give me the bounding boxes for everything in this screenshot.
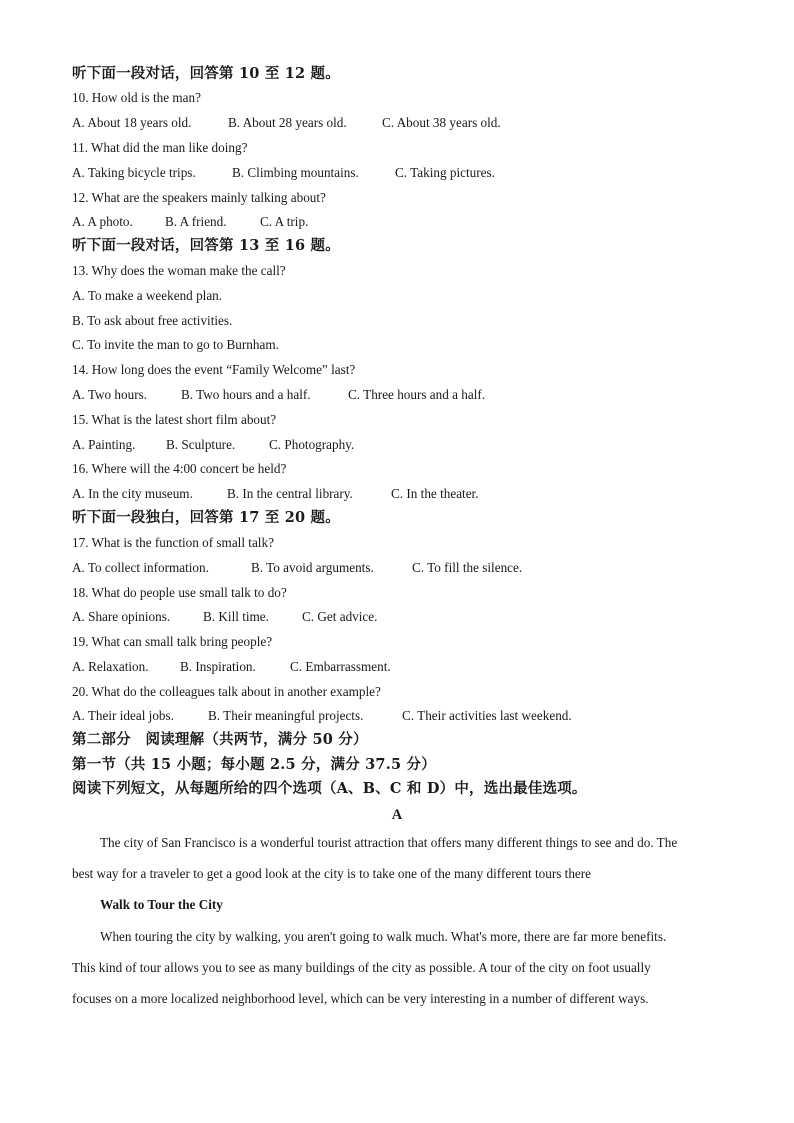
option-b: B. In the central library. <box>227 486 353 501</box>
option-c: C. Their activities last weekend. <box>402 708 572 723</box>
question-19: 19. What can small talk bring people? <box>72 634 273 649</box>
options-15 <box>72 437 355 453</box>
options-17 <box>72 560 523 576</box>
question-11: 11. What did the man like doing? <box>72 140 248 155</box>
section-heading: 听下面一段独白，回答第 17 至 20 题。 <box>72 509 340 526</box>
passage-line: focuses on a more localized neighborhood level, which can be very interesting in a number of different ways. <box>72 991 649 1006</box>
passage-line: The city of San Francisco is a wonderful tourist attraction that offers many different things to see and do. The <box>100 835 678 850</box>
passage-line: best way for a traveler to get a good look at the city is to take one of the many different tours there <box>72 866 592 881</box>
question-13: 13. Why does the woman make the call? <box>72 263 286 278</box>
option-b: B. A friend. <box>165 214 227 229</box>
option-b: B. To avoid arguments. <box>251 560 374 575</box>
option-13-c: C. To invite the man to go to Burnham. <box>72 337 279 352</box>
option-13-a: A. To make a weekend plan. <box>72 288 223 303</box>
passage-line: When touring the city by walking, you aren't going to walk much. What's more, there are far more benefits. <box>100 929 667 944</box>
option-a: A. About 18 years old. <box>72 115 192 130</box>
option-a: A. Taking bicycle trips. <box>72 165 196 180</box>
option-c: C. Get advice. <box>302 609 378 624</box>
option-13-b: B. To ask about free activities. <box>72 313 233 328</box>
options-16 <box>72 486 479 502</box>
section-heading: 第一节（共 15 小题；每小题 2.5 分，满分 37.5 分） <box>72 756 436 773</box>
options-11 <box>72 165 495 181</box>
option-b: B. Two hours and a half. <box>181 387 311 402</box>
option-c: C. Photography. <box>269 437 355 452</box>
question-15: 15. What is the latest short film about? <box>72 412 277 427</box>
option-b: B. Kill time. <box>203 609 269 624</box>
question-12: 12. What are the speakers mainly talking about? <box>72 190 326 205</box>
option-b: B. About 28 years old. <box>228 115 347 130</box>
passage-subtitle: Walk to Tour the City <box>100 897 223 912</box>
option-c: C. To fill the silence. <box>412 560 523 575</box>
question-17: 17. What is the function of small talk? <box>72 535 274 550</box>
question-20: 20. What do the colleagues talk about in another example? <box>72 684 381 699</box>
option-a: A. To collect information. <box>72 560 209 575</box>
option-a: A. A photo. <box>72 214 133 229</box>
section-heading: 听下面一段对话，回答第 10 至 12 题。 <box>72 65 340 82</box>
option-c: C. A trip. <box>260 214 309 229</box>
section-heading: 听下面一段对话，回答第 13 至 16 题。 <box>72 237 340 254</box>
option-c: C. Embarrassment. <box>290 659 391 674</box>
options-14 <box>72 387 486 403</box>
options-12 <box>72 214 309 230</box>
question-18: 18. What do people use small talk to do? <box>72 585 287 600</box>
option-a: A. Two hours. <box>72 387 148 402</box>
option-c: C. In the theater. <box>391 486 479 501</box>
option-b: B. Sculpture. <box>166 437 236 452</box>
instruction-heading: 阅读下列短文，从每题所给的四个选项（A、B、C 和 D）中，选出最佳选项。 <box>72 780 587 797</box>
passage-line: This kind of tour allows you to see as many buildings of the city as possible. A tour of the city on foot usually <box>72 960 651 975</box>
option-c: C. Three hours and a half. <box>348 387 486 402</box>
option-a: A. Relaxation. <box>72 659 149 674</box>
question-16: 16. Where will the 4:00 concert be held? <box>72 461 287 476</box>
passage-letter: A <box>391 807 403 823</box>
option-a: A. Share opinions. <box>72 609 171 624</box>
option-b: B. Inspiration. <box>180 659 256 674</box>
option-b: B. Their meaningful projects. <box>208 708 364 723</box>
option-b: B. Climbing mountains. <box>232 165 359 180</box>
option-c: C. About 38 years old. <box>382 115 501 130</box>
options-20 <box>72 708 572 724</box>
option-a: A. Their ideal jobs. <box>72 708 174 723</box>
option-c: C. Taking pictures. <box>395 165 495 180</box>
part-heading: 第二部分 阅读理解（共两节，满分 50 分） <box>72 731 368 748</box>
options-10 <box>72 115 501 131</box>
options-19 <box>72 659 391 675</box>
question-14: 14. How long does the event “Family Welcome” last? <box>72 362 356 377</box>
question-10: 10. How old is the man? <box>72 90 201 105</box>
option-a: A. In the city museum. <box>72 486 193 501</box>
options-18 <box>72 609 378 625</box>
option-a: A. Painting. <box>72 437 136 452</box>
